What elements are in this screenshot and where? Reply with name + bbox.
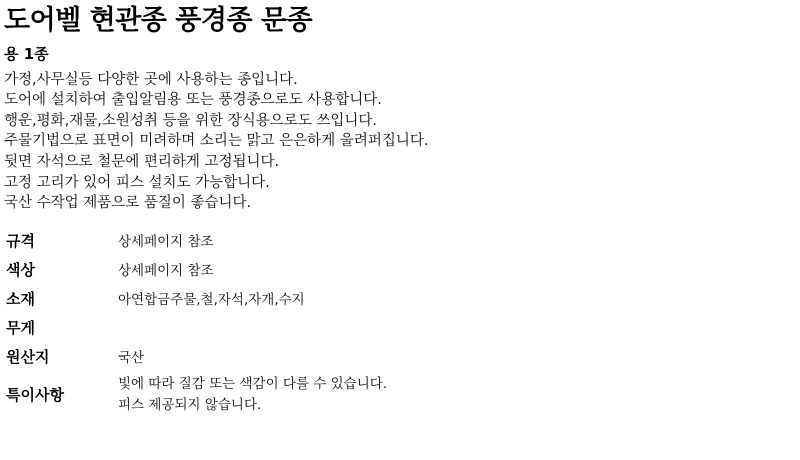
table-row (4, 226, 664, 255)
specification-table (4, 226, 664, 419)
spec-label: 규격 (6, 231, 35, 250)
description-line: 가정,사무실등 다양한 곳에 사용하는 종입니다. (4, 71, 298, 88)
table-row (4, 284, 664, 313)
description-line: 고정 고리가 있어 피스 설치도 가능합니다. (4, 174, 270, 191)
spec-value-line: 피스 제공되지 않습니다. (118, 396, 262, 413)
table-row (4, 342, 664, 371)
table-row (4, 313, 664, 342)
spec-value: 상세페이지 참조 (118, 234, 214, 251)
description-line: 행운,평화,재물,소원성취 등을 위한 장식용으로도 쓰입니다. (4, 112, 378, 129)
spec-value (118, 371, 664, 419)
page-title: 도어벨 현관종 풍경종 문종 (4, 5, 313, 36)
spec-label: 색상 (6, 260, 35, 279)
product-description-page (0, 6, 800, 460)
description-line: 도어에 설치하여 출입알림용 또는 풍경종으로도 사용합니다. (4, 92, 382, 109)
spec-label: 원산지 (6, 347, 50, 366)
table-row (4, 255, 664, 284)
spec-label: 무게 (6, 318, 35, 337)
product-subtitle: 용 1종 (4, 44, 49, 63)
description-block (4, 70, 800, 214)
spec-label: 특이사항 (6, 386, 64, 405)
table-row (4, 371, 664, 419)
spec-value (118, 313, 664, 342)
spec-value: 국산 (118, 350, 145, 367)
description-line: 주물기법으로 표면이 미려하며 소리는 맑고 은은하게 울려퍼집니다. (4, 133, 429, 150)
spec-value: 아연합금주물,철,자석,자개,수지 (118, 292, 305, 309)
description-line: 뒷면 자석으로 철문에 편리하게 고정됩니다. (4, 154, 280, 170)
description-line: 국산 수작업 제품으로 품질이 좋습니다. (4, 195, 252, 212)
spec-label: 소재 (6, 289, 35, 308)
spec-value-line: 빛에 따라 질감 또는 색감이 다를 수 있습니다. (118, 375, 388, 392)
spec-value: 상세페이지 참조 (118, 263, 214, 280)
